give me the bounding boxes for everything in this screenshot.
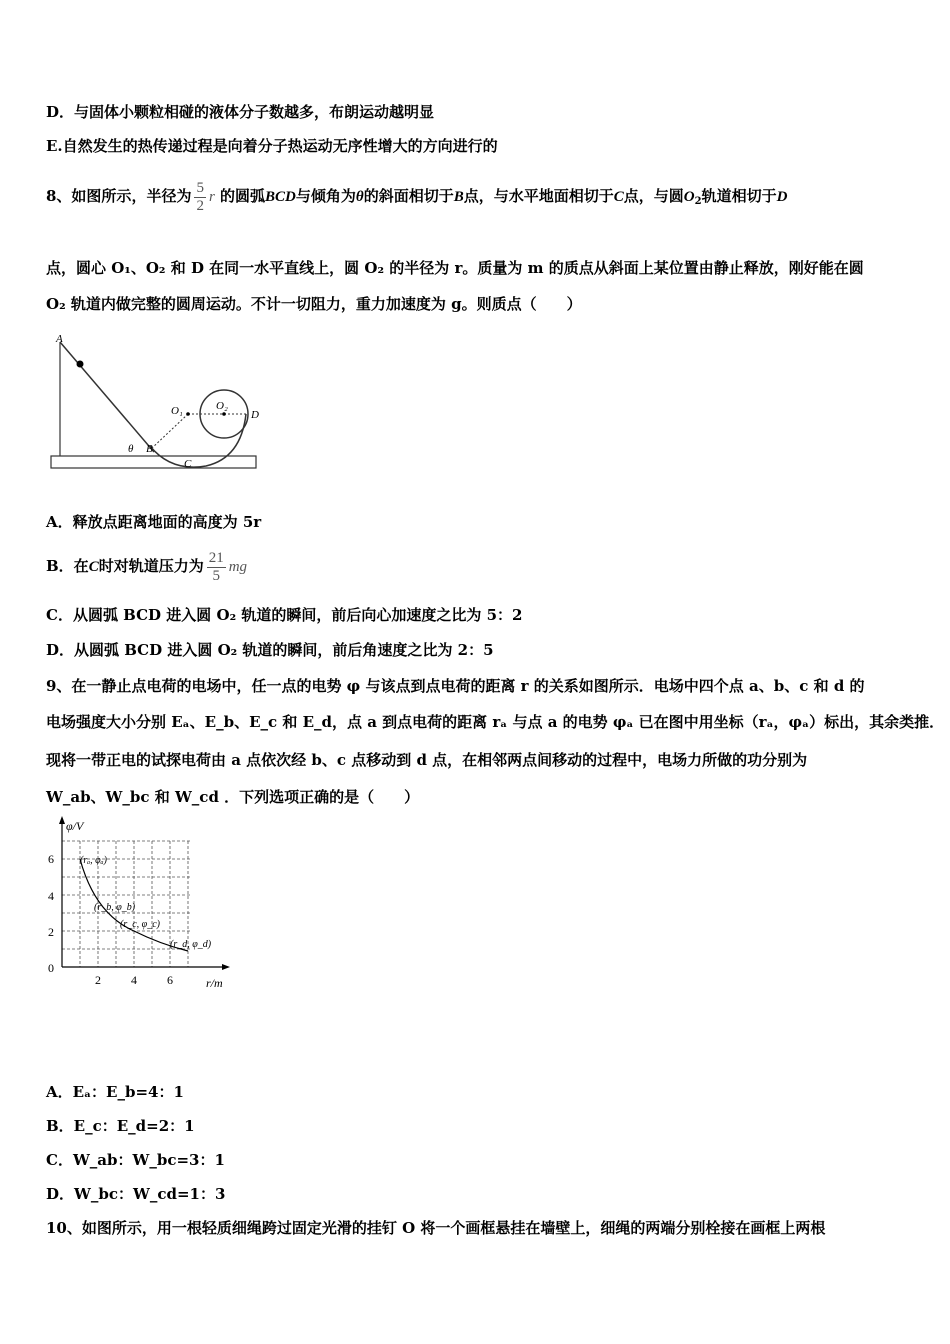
o1-point xyxy=(186,412,190,416)
q7-option-d: D．与固体小颗粒相碰的液体分子数越多，布朗运动越明显 xyxy=(46,103,435,121)
q8-stem-line2: 点，圆心 O₁、O₂ 和 D 在同一水平直线上，圆 O₂ 的半径为 r。质量为 m 的质点从斜面上某位置由静止释放，刚好能在圆 xyxy=(46,259,864,277)
q8-option-b-fraction: $\frac{21}{5}$ xyxy=(208,549,224,584)
incline xyxy=(60,342,154,452)
q9-stem-line4: W_ab、W_bc 和 W_cd ．下列选项正确的是（ ） xyxy=(46,788,420,806)
label-a: A xyxy=(56,333,63,345)
x-tick-2: 2 xyxy=(95,973,101,987)
x-axis-label: r/m xyxy=(206,976,223,990)
point-d-label: (r_d, φ_d) xyxy=(170,939,212,950)
y-tick-6: 6 xyxy=(48,852,54,866)
q8-stem-line3: O₂ 轨道内做完整的圆周运动。不计一切阻力，重力加速度为 g。则质点（ ） xyxy=(46,295,582,313)
y-axis-arrow xyxy=(59,816,65,824)
q9-stem-line3: 现将一带正电的试探电荷由 a 点依次经 b、c 点移动到 d 点，在相邻两点间移动的过程中，电场力所做的功分别为 xyxy=(46,751,808,769)
y-tick-4: 4 xyxy=(48,889,54,903)
q9-option-b: B．E_c：E_d=2：1 xyxy=(46,1117,195,1135)
o2-point xyxy=(222,412,226,416)
q9-stem-line1: 9、在一静止点电荷的电场中，任一点的电势 φ 与该点到点电荷的距离 r 的关系如图所示．电场中四个点 a、b、c 和 d 的 xyxy=(46,677,865,695)
q8-radius-fraction: $\frac{5}{2}$ xyxy=(196,179,204,214)
q8-text-1: 8、如图所示，半径为 xyxy=(46,187,192,205)
label-c: C xyxy=(184,458,192,470)
y-tick-0: 0 xyxy=(48,961,54,975)
q8-option-d: D．从圆弧 BCD 进入圆 O₂ 轨道的瞬间，前后角速度之比为 2：5 xyxy=(46,641,494,659)
o1-b-line xyxy=(152,414,188,448)
q9-figure xyxy=(40,814,240,994)
label-b: B xyxy=(146,443,153,455)
q8-option-b: B．在C时对轨道压力为 $\frac{21}{5}$ mg xyxy=(46,549,248,584)
y-tick-2: 2 xyxy=(48,925,54,939)
q9-option-c: C．W_ab：W_bc=3：1 xyxy=(46,1151,225,1169)
q8-stem-line1: 8、如图所示，半径为 $\frac{5}{2}$ r 的圆弧BCD与倾角为θ的斜面相切于B点，与水平地面相切于C点，与圆$O_2$轨道相切于D xyxy=(46,179,788,214)
q9-stem-line2: 电场强度大小分别 Eₐ、E_b、E_c 和 E_d，点 a 到点电荷的距离 rₐ 与点 a 的电势 φₐ 已在图中用坐标（rₐ，φₐ）标出，其余类推． xyxy=(46,713,945,731)
q7-option-e: E.自然发生的热传递过程是向着分子热运动无序性增大的方向进行的 xyxy=(46,137,498,155)
point-a-label: (rₐ, φₐ) xyxy=(80,855,107,866)
label-d: D xyxy=(251,409,259,421)
x-tick-4: 4 xyxy=(131,973,137,987)
x-tick-6: 6 xyxy=(167,973,173,987)
label-o1: O₁ xyxy=(171,405,183,417)
label-theta: θ xyxy=(128,443,134,455)
q9-option-d: D．W_bc：W_cd=1：3 xyxy=(46,1185,226,1203)
y-axis-label: φ/V xyxy=(66,819,84,833)
point-b-label: (r_b, φ_b) xyxy=(94,902,136,913)
q9-option-a: A．Eₐ：E_b=4：1 xyxy=(46,1083,184,1101)
point-c-label: (r_c, φ_c) xyxy=(120,919,160,930)
arc-bcd xyxy=(150,414,246,467)
q10-stem-line1: 10、如图所示，用一根轻质细绳跨过固定光滑的挂钉 O 将一个画框悬挂在墙壁上，细绳的两端分别栓接在画框上两根 xyxy=(46,1219,826,1237)
q8-figure xyxy=(46,330,276,475)
x-axis-arrow xyxy=(222,964,230,970)
q8-option-a: A．释放点距离地面的高度为 5r xyxy=(46,513,262,531)
label-o2: O₂ xyxy=(216,400,228,412)
particle xyxy=(77,361,84,368)
q8-option-c: C．从圆弧 BCD 进入圆 O₂ 轨道的瞬间，前后向心加速度之比为 5：2 xyxy=(46,606,523,624)
